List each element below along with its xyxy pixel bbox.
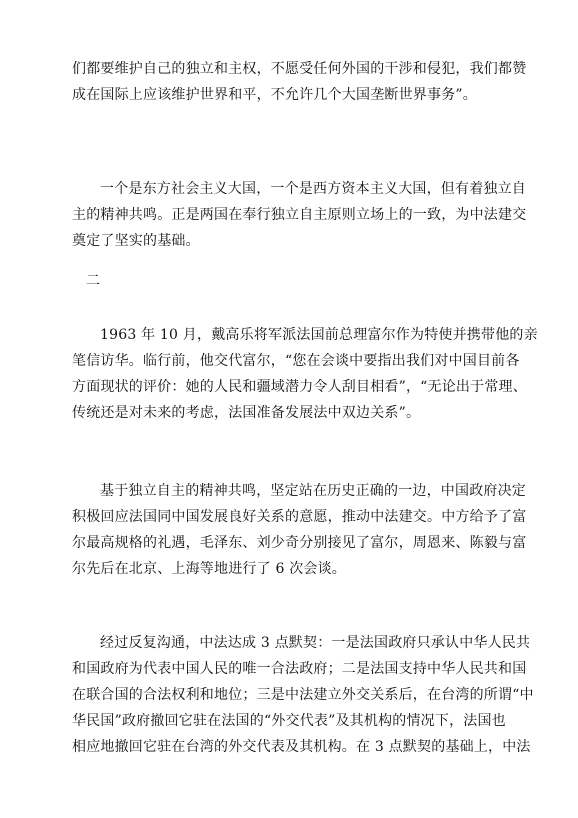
section-heading: [86, 268, 522, 294]
paragraph-6-line-5: 相应地撤回它驻在台湾的外交代表及其机构。在 3 点默契的基础上，中法: [72, 739, 531, 755]
paragraph-2: [72, 176, 527, 254]
paragraph-5-line-1: 基于独立自主的精神共鸣，坚定站在历史正确的一边，中国政府决定: [100, 483, 526, 499]
paragraph-1-line-1: 们都要维护自己的独立和主权，不愿受任何外国的干涉和侵犯，我们都赞: [72, 61, 527, 77]
paragraph-6-line-1: 经过反复沟通，中法达成 3 点默契：一是法国政府只承认中华人民共: [100, 635, 531, 651]
paragraph-5-line-3: 尔最高规格的礼遇，毛泽东、刘少奇分别接见了富尔，周恩来、陈毅与富: [72, 535, 527, 551]
paragraph-6-line-4: 华民国”政府撤回它驻在法国的“外交代表”及其机构的情况下，法国也: [72, 713, 506, 729]
paragraph-4-line-2: 笔信访华。临行前，他交代富尔，“您在会谈中要指出我们对中国目前各: [72, 353, 520, 369]
paragraph-6-line-3: 在联合国的合法权利和地位；三是中法建立外交关系后，在台湾的所谓“中: [72, 687, 534, 703]
paragraph-6-line-2: 和国政府为代表中国人民的唯一合法政府；二是法国支持中华人民共和国: [72, 661, 527, 677]
paragraph-4: [72, 322, 538, 426]
paragraph-4-line-4: 传统还是对未来的考虑，法国准备发展法中双边关系”。: [72, 405, 421, 421]
paragraph-4-line-3: 方面现状的评价：她的人民和疆域潜力令人刮目相看”，“无论出于常理、: [72, 379, 527, 395]
paragraph-6: [72, 630, 534, 760]
paragraph-5-line-4: 尔先后在北京、上海等地进行了 6 次会谈。: [72, 561, 347, 577]
paragraph-2-line-2: 主的精神共鸣。正是两国在奉行独立自主原则立场上的一致，为中法建交: [72, 207, 527, 223]
section-number: 二: [86, 273, 101, 289]
paragraph-1: [72, 56, 527, 108]
paragraph-5-line-2: 积极回应法国同中国发展良好关系的意愿，推动中法建交。中方给予了富: [72, 509, 527, 525]
paragraph-4-line-1: 1963 年 10 月，戴高乐将军派法国前总理富尔作为特使并携带他的亲: [100, 327, 538, 343]
paragraph-2-line-1: 一个是东方社会主义大国，一个是西方资本主义大国，但有着独立自: [100, 181, 526, 197]
paragraph-2-line-3: 奠定了坚实的基础。: [72, 233, 200, 249]
paragraph-1-line-2: 成在国际上应该维护世界和平，不允许几个大国垄断世界事务”。: [72, 87, 477, 103]
paragraph-5: [72, 478, 527, 582]
